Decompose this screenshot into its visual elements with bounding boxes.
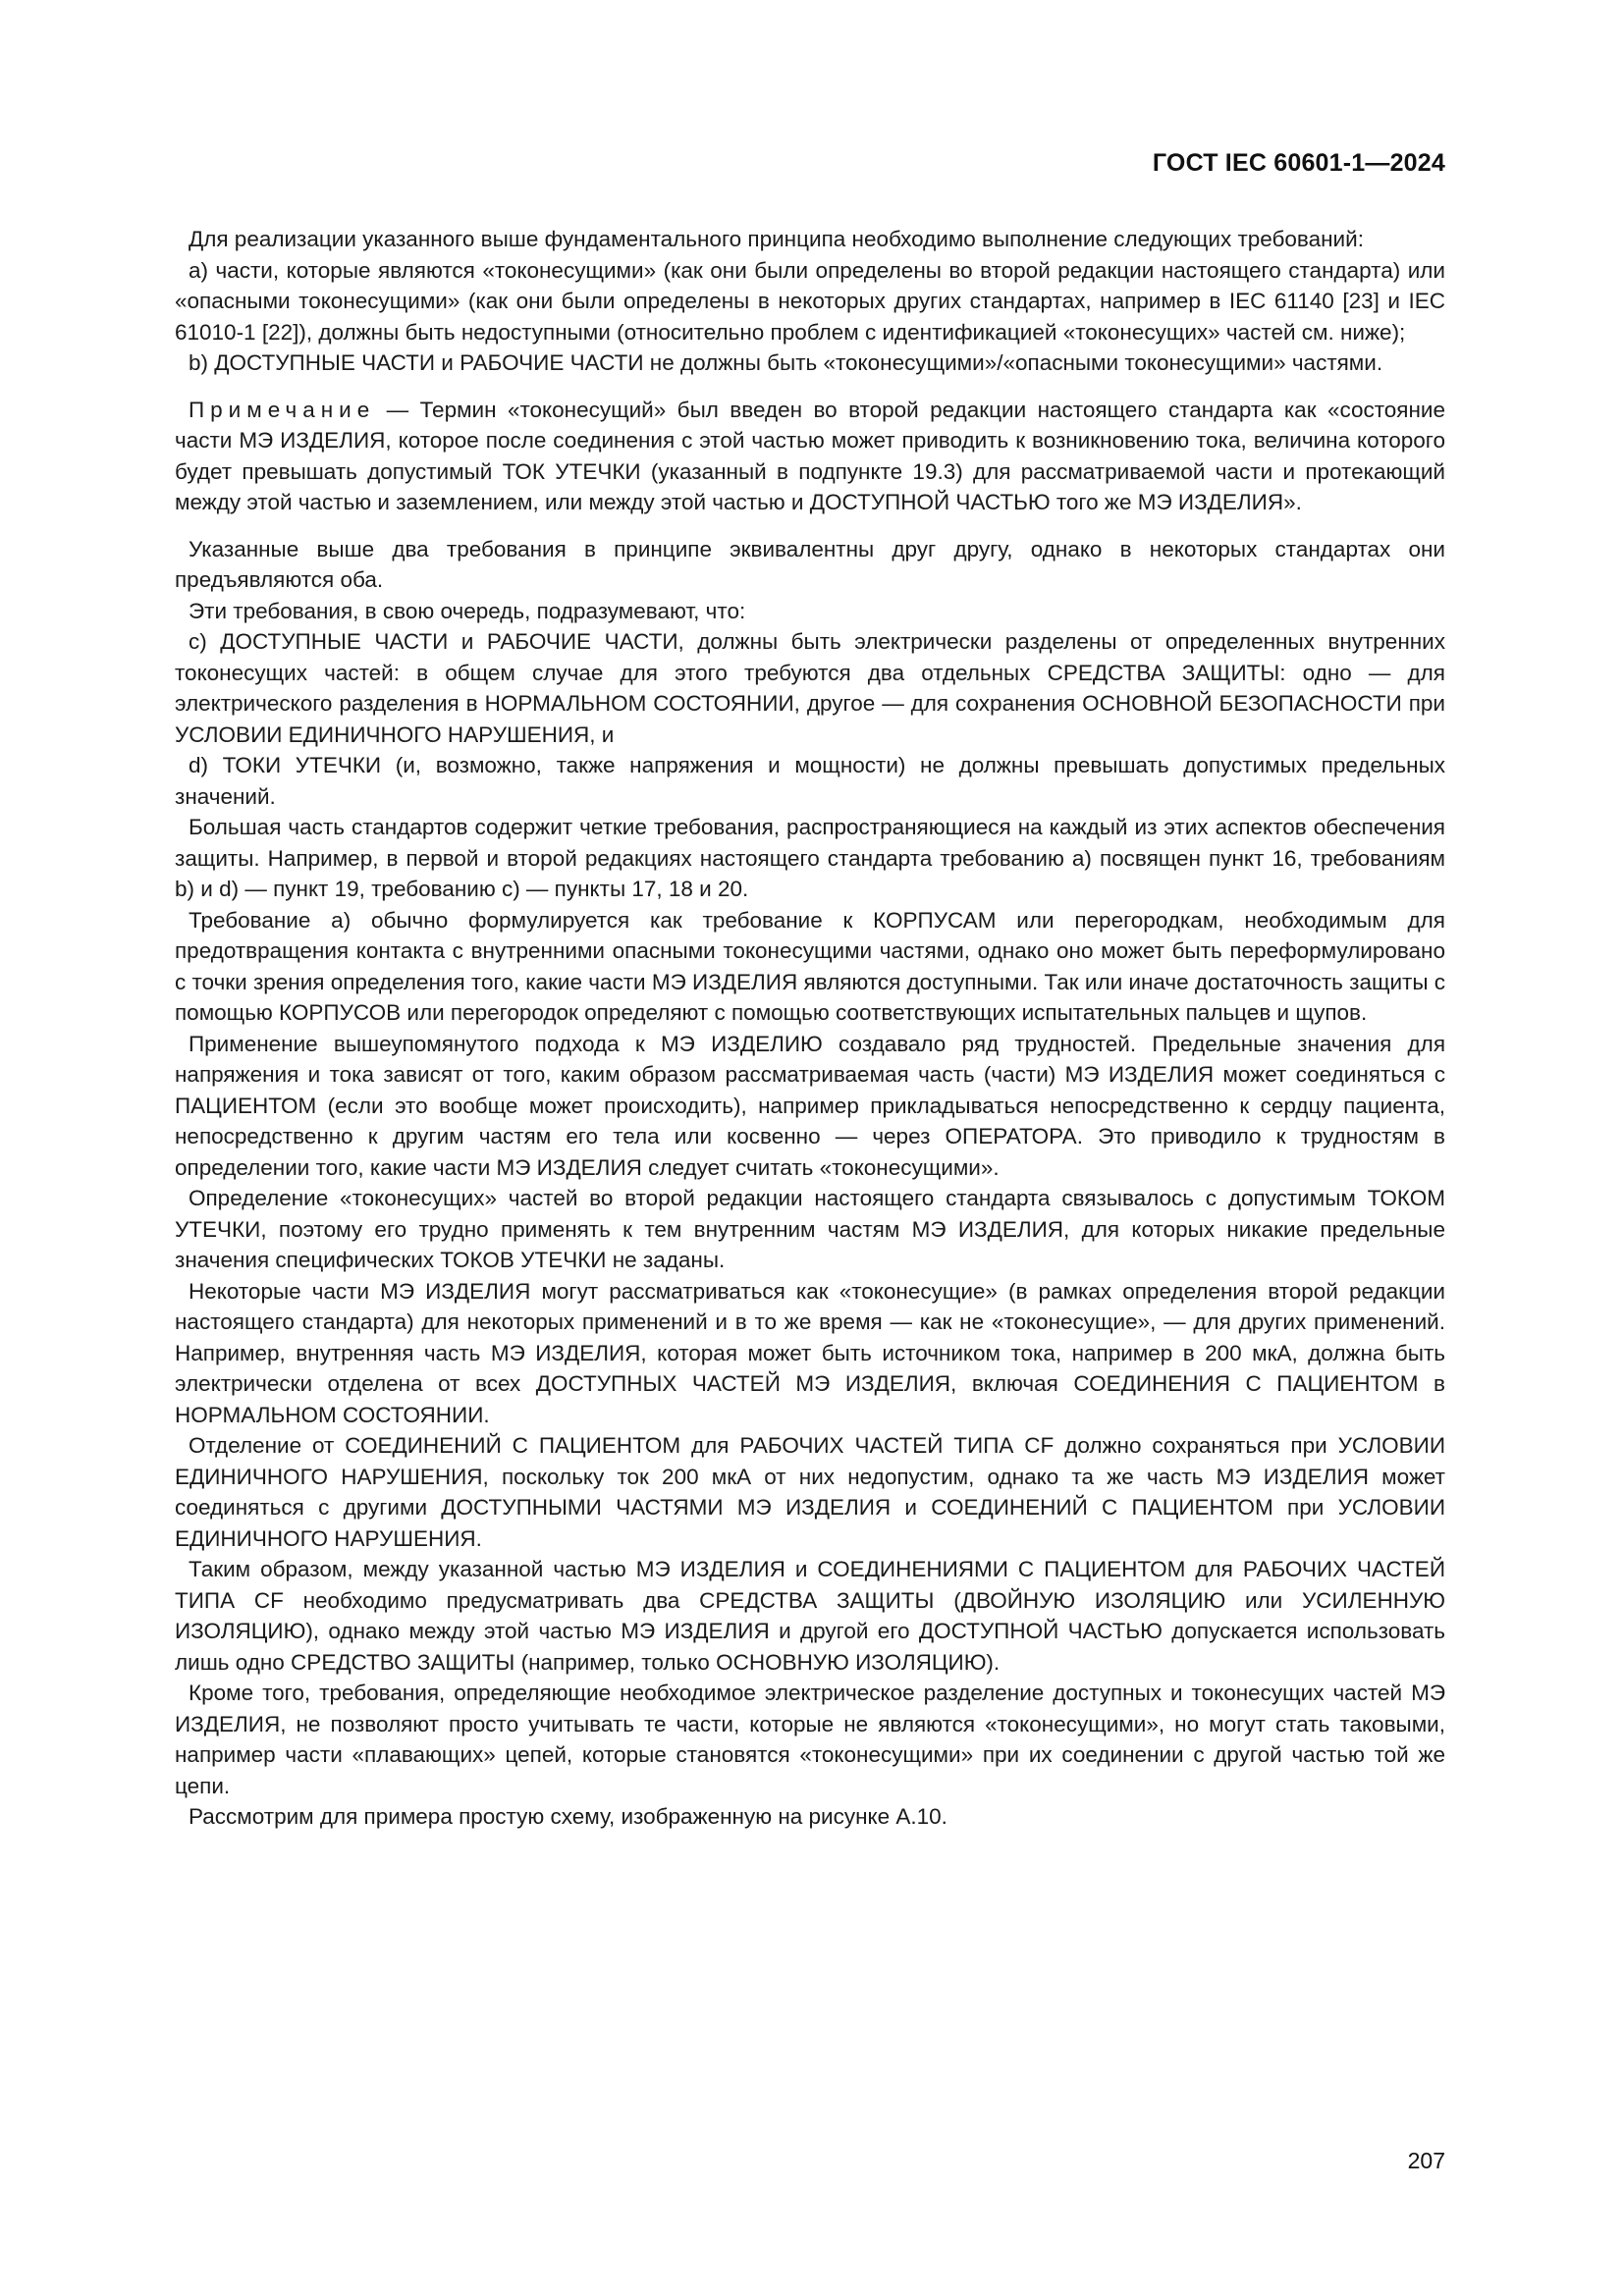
paragraph-means-of-protection: Таким образом, между указанной частью МЭ ИЗДЕЛИЯ и СОЕДИНЕНИЯМИ С ПАЦИЕНТОМ для РАБОЧИХ ЧАСТЕЙ ТИПА CF необходимо предусматривать два СРЕДСТВА ЗАЩИТЫ (ДВОЙНУЮ ИЗОЛЯЦИЮ или УСИЛЕННУЮ ИЗОЛЯЦИЮ), однако между этой частью МЭ ИЗДЕЛИЯ и другой его ДОСТУПНОЙ ЧАСТЬЮ допускается использовать лишь одно СРЕДСТВО ЗАЩИТЫ (например, только ОСНОВНУЮ ИЗОЛЯЦИЮ).: [175, 1557, 1445, 1675]
paragraph-requirement-a: Требование а) обычно формулируется как требование к КОРПУСАМ или перегородкам, необходимым для предотвращения контакта с внутренними опасными токонесущими частями, однако оно может быть переформулировано с точки зрения определения того, какие части МЭ ИЗДЕЛИЯ являются доступными. Так или иначе достаточность защиты с помощью КОРПУСОВ или перегородок определяют с помощью соответствующих испытательных пальцев и щупов.: [175, 907, 1446, 1025]
document-header: ГОСТ IEC 60601-1—2024: [1152, 149, 1445, 177]
paragraph-some-parts: Некоторые части МЭ ИЗДЕЛИЯ могут рассматриваться как «токонесущие» (в рамках определения второй редакции настоящего стандарта) для некоторых применений и в то же время — как не «токонесущие», — для других применений. Например, внутренняя часть МЭ ИЗДЕЛИЯ, которая может быть источником тока, например в 200 мкА, должна быть электрически отделена от всех ДОСТУПНЫХ ЧАСТЕЙ МЭ ИЗДЕЛИЯ, включая СОЕДИНЕНИЯ С ПАЦИЕНТОМ в НОРМАЛЬНОМ СОСТОЯНИИ.: [175, 1278, 1445, 1427]
note-paragraph: [175, 395, 1445, 518]
paragraph-separation: Отделение от СОЕДИНЕНИЙ С ПАЦИЕНТОМ для РАБОЧИХ ЧАСТЕЙ ТИПА CF должно сохраняться при УСЛОВИИ ЕДИНИЧНОГО НАРУШЕНИЯ, поскольку ток 200 мкА от них недопустим, однако та же часть МЭ ИЗДЕЛИЯ может соединяться с другими ДОСТУПНЫМИ ЧАСТЯМИ МЭ ИЗДЕЛИЯ и СОЕДИНЕНИЙ С ПАЦИЕНТОМ при УСЛОВИИ ЕДИНИЧНОГО НАРУШЕНИЯ.: [175, 1433, 1445, 1551]
list-item-c: c) ДОСТУПНЫЕ ЧАСТИ и РАБОЧИЕ ЧАСТИ, должны быть электрически разделены от определенных внутренних токонесущих частей: в общем случае для этого требуются два отдельных СРЕДСТВА ЗАЩИТЫ: одно — для электрического разделения в НОРМАЛЬНОМ СОСТОЯНИИ, другое — для сохранения ОСНОВНОЙ БЕЗОПАСНОСТИ при УСЛОВИИ ЕДИНИЧНОГО НАРУШЕНИЯ, и: [175, 629, 1445, 747]
paragraph-intro: Для реализации указанного выше фундаментального принципа необходимо выполнение следующих требований:: [189, 227, 1364, 251]
paragraph-difficulties: Применение вышеупомянутого подхода к МЭ ИЗДЕЛИЮ создавало ряд трудностей. Предельные значения для напряжения и тока зависят от того, каким образом рассматриваемая часть (части) МЭ ИЗДЕЛИЯ может соединяться с ПАЦИЕНТОМ (если это вообще может происходить), например прикладываться непосредственно к сердцу пациента, непосредственно к другим частям его тела или косвенно — через ОПЕРАТОРА. Это приводило к трудностям в определении того, какие части МЭ ИЗДЕЛИЯ следует считать «токонесущими».: [175, 1031, 1445, 1180]
note-label: Примечание: [189, 397, 376, 422]
paragraph-definition: Определение «токонесущих» частей во второй редакции настоящего стандарта связывалось с допустимым ТОКОМ УТЕЧКИ, поэтому его трудно применять к тем внутренним частям МЭ ИЗДЕЛИЯ, для которых никакие предельные значения специфических ТОКОВ УТЕЧКИ не заданы.: [175, 1186, 1445, 1272]
page-number: 207: [1407, 2148, 1445, 2173]
list-item-b: b) ДОСТУПНЫЕ ЧАСТИ и РАБОЧИЕ ЧАСТИ не должны быть «токонесущими»/«опасными токонесущими» частями.: [189, 350, 1383, 375]
list-item-d: d) ТОКИ УТЕЧКИ (и, возможно, также напряжения и мощности) не должны превышать допустимых предельных значений.: [175, 753, 1445, 809]
body-text: [175, 224, 1445, 1833]
note-text: — Термин «токонесущий» был введен во второй редакции настоящего стандарта как «состояние части МЭ ИЗДЕЛИЯ, которое после соединения с этой частью может приводить к возникновению тока, величина которого будет превышать допустимый ТОК УТЕЧКИ (указанный в подпункте 19.3) для рассматриваемой части и протекающий между этой частью и заземлением, или между этой частью и ДОСТУПНОЙ ЧАСТЬЮ того же МЭ ИЗДЕЛИЯ».: [175, 397, 1445, 514]
paragraph-floating-circuits: Кроме того, требования, определяющие необходимое электрическое разделение доступных и токонесущих частей МЭ ИЗДЕЛИЯ, не позволяют просто учитывать те части, которые не являются «токонесущими», но могут стать таковыми, например части «плавающих» цепей, которые становятся «токонесущими» при их соединении с другой частью той же цепи.: [175, 1681, 1445, 1798]
paragraph-standards: Большая часть стандартов содержит четкие требования, распространяющиеся на каждый из этих аспектов обеспечения защиты. Например, в первой и второй редакциях настоящего стандарта требованию а) посвящен пункт 16, требованиям b) и d) — пункт 19, требованию с) — пункты 17, 18 и 20.: [175, 815, 1445, 901]
paragraph-figure-ref: Рассмотрим для примера простую схему, изображенную на рисунке А.10.: [189, 1804, 947, 1829]
paragraph-implications: Эти требования, в свою очередь, подразумевают, что:: [189, 598, 746, 623]
list-item-a: а) части, которые являются «токонесущими» (как они были определены во второй редакции настоящего стандарта) или «опасными токонесущими» (как они были определены в некоторых других стандартах, например в IEC 61140 [23] и IEC 61010-1 [22]), должны быть недоступными (относительно проблем с идентификацией «токонесущих» частей см. ниже);: [175, 257, 1445, 345]
paragraph-equivalence: Указанные выше два требования в принципе эквивалентны друг другу, однако в некоторых стандартах они предъявляются оба.: [175, 536, 1445, 592]
